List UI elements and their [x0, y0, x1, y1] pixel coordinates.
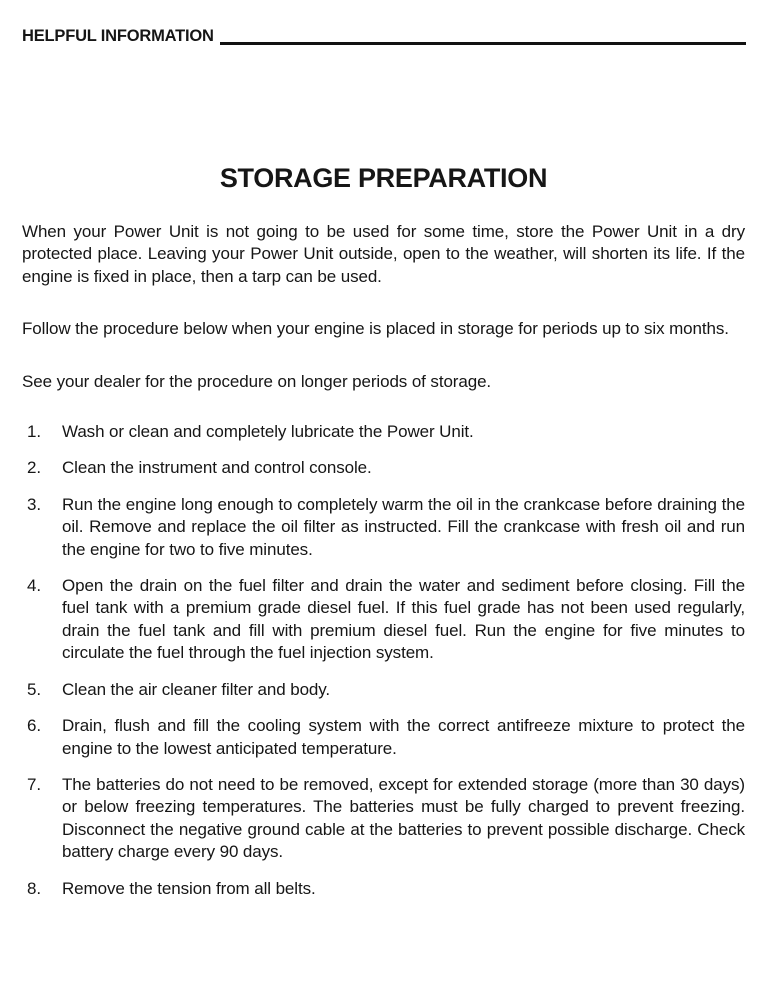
list-item [22, 679, 745, 701]
list-item [22, 774, 745, 864]
list-item-number: 4. [27, 576, 41, 596]
header-rule [220, 42, 746, 45]
section-header-label: HELPFUL INFORMATION [22, 27, 214, 45]
list-item-number: 7. [27, 774, 41, 794]
intro-paragraph-storage: When your Power Unit is not going to be used for some time, store the Power Unit in a dry protected place. Leaving your Power Unit outside, open to the weather, will shorten its life. If the engine is fixed in place, then a tarp can be used. [22, 222, 745, 286]
page-header [22, 26, 746, 46]
list-item [22, 421, 745, 443]
list-item [22, 878, 745, 900]
storage-procedure-list [22, 421, 745, 900]
list-item-text: Run the engine long enough to completely warm the oil in the crankcase before draining the oil. Remove and replace the oil filter as instructed. Fill the crankcase with fresh oil and run the engine for two to five minutes. [62, 494, 745, 559]
list-item-text: The batteries do not need to be removed, except for extended storage (more than 30 days) or below freezing temperatures. The batteries must be fully charged to prevent freezing. Disconnect the negative ground cable at the batteries to prevent possible discharge. Check battery charge every 90 days. [62, 774, 745, 862]
list-item [22, 494, 745, 561]
list-item-text: Open the drain on the fuel filter and drain the water and sediment before closing. Fill the fuel tank with a premium grade diesel fuel. If this fuel grade has not been used regularly, drain the fuel tank and fill with premium diesel fuel. Run the engine for five minutes to circulate the fuel through the fuel injection system. [62, 576, 745, 663]
list-item-number: 1. [27, 422, 41, 442]
list-item-text: Wash or clean and completely lubricate the Power Unit. [62, 422, 474, 442]
intro-paragraph-dealer: See your dealer for the procedure on longer periods of storage. [22, 371, 492, 391]
list-item-text: Clean the air cleaner filter and body. [62, 679, 331, 699]
list-item-number: 5. [27, 679, 41, 699]
intro-paragraph-procedure: Follow the procedure below when your engine is placed in storage for periods up to six months. [22, 319, 729, 339]
list-item-text: Remove the tension from all belts. [62, 878, 316, 898]
list-item-number: 2. [27, 458, 41, 478]
list-item [22, 457, 745, 479]
list-item-text: Clean the instrument and control console. [62, 458, 372, 478]
list-item-number: 3. [27, 494, 41, 514]
list-item-number: 6. [27, 716, 41, 736]
list-item-text: Drain, flush and fill the cooling system with the correct antifreeze mixture to protect the engine to the lowest anticipated temperature. [62, 716, 745, 758]
list-item [22, 715, 745, 760]
list-item-number: 8. [27, 878, 41, 898]
list-item [22, 575, 745, 665]
page-title: STORAGE PREPARATION [219, 163, 548, 193]
